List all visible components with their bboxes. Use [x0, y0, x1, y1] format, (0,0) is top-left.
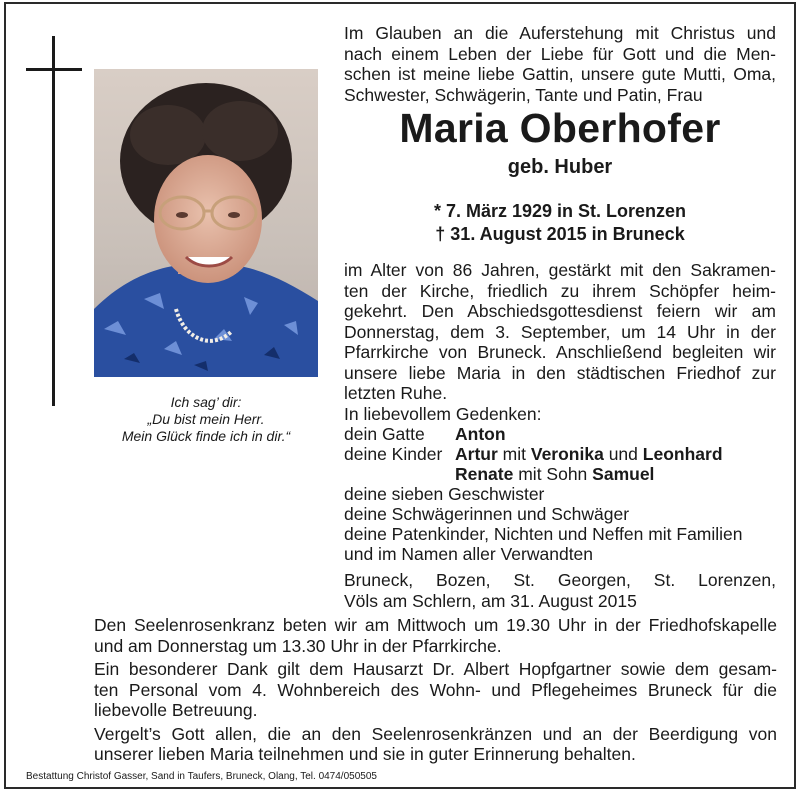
mourner-row-spouse	[344, 424, 784, 444]
body-line: Donnerstag, dem 3. September, um 14 Uhr in der	[344, 321, 776, 342]
mourner-connector: und	[608, 444, 638, 464]
mourner-name: Renate	[455, 464, 514, 484]
mourner-name: Artur	[455, 444, 498, 464]
funeral-home-footer: Bestattung Christof Gasser, Sand in Taufers, Bruneck, Olang, Tel. 0474/050505	[26, 771, 377, 782]
intro-line: Schwester, Schwägerin, Tante und Patin, Frau	[344, 84, 703, 105]
mourner-name: Leonhard	[642, 444, 723, 464]
obituary-notice	[4, 2, 796, 789]
quote-line: Ich sag’ dir:	[170, 394, 242, 410]
mourner-row: und im Namen aller Verwandten	[344, 544, 594, 564]
mourner-row: deine Schwägerinnen und Schwäger	[344, 504, 630, 524]
paragraph-line: ten Personal vom 4. Wohnbereich des Wohn- und Pflegeheimes Bruneck für die	[94, 679, 777, 700]
mourner-name: Samuel	[592, 464, 655, 484]
intro-line: schen ist meine liebe Gattin, unsere gute Mutti, Oma,	[344, 64, 776, 84]
mourners-heading: In liebevollem Gedenken:	[344, 404, 542, 424]
intro-text	[344, 23, 776, 105]
mourner-row-children	[344, 444, 784, 464]
mourner-name: Anton	[455, 424, 506, 444]
announcement-text	[344, 260, 776, 404]
quote-line: „Du bist mein Herr.	[147, 411, 265, 427]
mourner-row: deine sieben Geschwister	[344, 484, 545, 504]
rosary-paragraph	[94, 615, 777, 656]
places-line: Völs am Schlern, am 31. August 2015	[344, 590, 637, 611]
death-date: † 31. August 2015 in Bruneck	[435, 224, 685, 244]
paragraph-line: Den Seelenrosenkranz beten wir am Mittwoch um 19.30 Uhr in der Friedhofskapelle	[94, 615, 777, 635]
intro-line: nach einem Leben der Liebe für Gott und die Men-	[344, 43, 776, 64]
life-dates	[344, 200, 776, 246]
paragraph-line: liebevolle Betreuung.	[94, 700, 258, 720]
birth-date: * 7. März 1929 in St. Lorenzen	[433, 201, 687, 221]
portrait-photo	[94, 69, 318, 377]
quote-line: Mein Glück finde ich in dir.“	[121, 428, 291, 444]
paragraph-line: Ein besonderer Dank gilt dem Hausarzt Dr. Albert Hopfgartner sowie dem gesam-	[94, 659, 777, 679]
mourner-row: deine Patenkinder, Nichten und Neffen mit Familien	[344, 524, 743, 544]
body-line: im Alter von 86 Jahren, gestärkt mit den Sakramen-	[344, 260, 776, 280]
mourner-label: dein Gatte	[344, 424, 425, 444]
paragraph-line: Vergelt’s Gott allen, die an den Seelenrosenkränzen und an der Beerdigung von	[94, 723, 777, 744]
paragraph-line: und am Donnerstag um 13.30 Uhr in der Pfarrkirche.	[94, 635, 502, 656]
thanks-paragraph	[94, 659, 777, 721]
mourner-name: Veronika	[530, 444, 604, 464]
mourner-label: deine Kinder	[344, 444, 443, 464]
body-line: ten der Kirche, friedlich zu ihrem Schöpfer heim-	[344, 280, 776, 301]
mourner-connector: mit	[502, 444, 526, 464]
intro-line: Im Glauben an die Auferstehung mit Christus und	[344, 23, 776, 43]
gratitude-paragraph	[94, 724, 777, 765]
birth-name: geb. Huber	[507, 156, 613, 178]
latin-cross-icon-bar	[26, 68, 82, 71]
body-line: gekehrt. Den Abschiedsgottesdienst feiern wir am	[344, 301, 776, 321]
body-line: Pfarrkirche von Bruneck. Anschließend begleiten wir	[344, 342, 776, 362]
mourners-list	[344, 404, 784, 564]
places-and-date	[344, 570, 776, 611]
closing-paragraphs	[94, 615, 777, 768]
places-line: Bruneck, Bozen, St. Georgen, St. Lorenzen,	[344, 570, 776, 590]
body-line: unsere liebe Maria in den städtischen Friedhof zur	[344, 362, 776, 383]
body-line: letzten Ruhe.	[344, 383, 448, 403]
mourner-row-children-2	[344, 464, 784, 484]
latin-cross-icon	[52, 36, 55, 406]
deceased-name: Maria Oberhofer	[399, 105, 721, 151]
bible-quote	[94, 394, 318, 445]
mourner-connector: mit Sohn	[518, 464, 588, 484]
paragraph-line: unserer lieben Maria teilnehmen und sie in guter Erinnerung behalten.	[94, 744, 636, 764]
